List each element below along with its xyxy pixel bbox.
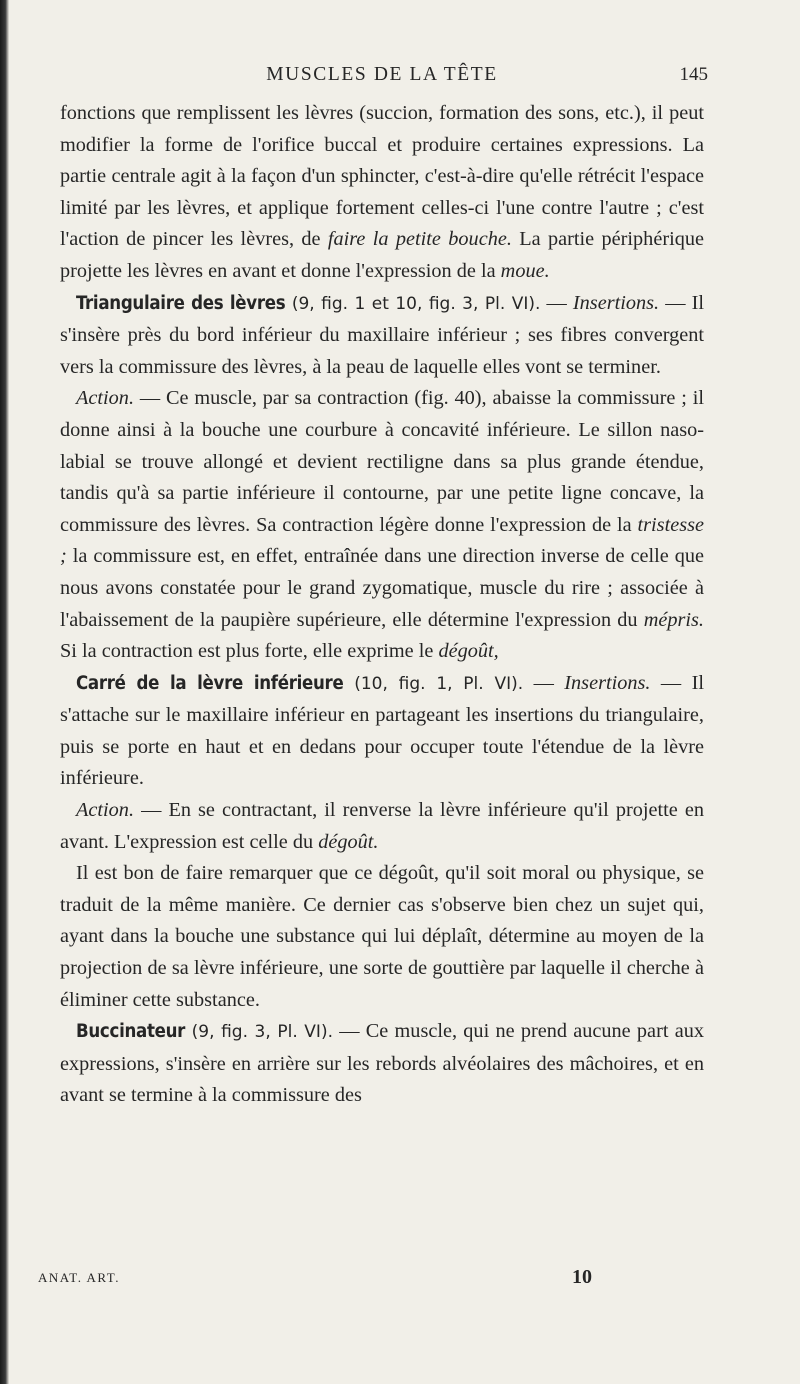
text-run: Il est bon de faire remarquer que ce dégoût, qu'il soit moral ou physique, se traduit de la même manière. Ce dernier cas s'observe bien chez un sujet qui, ayant dans la bouche une substance qui lui déplaît, détermine au moyen de la projection de sa lèvre inférieure, une sorte de gouttière par laquelle il cherche à éliminer cette substance.	[60, 862, 704, 1011]
book-binding-edge	[0, 0, 9, 1384]
running-title: MUSCLES DE LA TÊTE	[266, 64, 498, 85]
figure-reference: (9, fig. 3, Pl. VI).	[185, 1022, 333, 1043]
emphasis-text: moue.	[500, 259, 550, 282]
section-label: Insertions.	[564, 671, 651, 694]
book-page	[60, 58, 708, 1112]
text-run: —	[540, 291, 573, 314]
section-label: Action.	[76, 799, 135, 822]
text-run: — En se contractant, il renverse la lèvre inférieure qu'il projette en avant. L'expression est celle du	[60, 799, 704, 853]
page-number: 145	[679, 64, 708, 85]
text-run: — Ce muscle, par sa contraction (fig. 40), abaisse la commissure ; il donne ainsi à la bouche une courbure à concavité inférieure. Le sillon naso-labial se trouve allongé et devient rectiligne dans sa plus grande étendue, tandis qu'à sa partie inférieure il contourne, par une petite ligne concave, la commissure des lèvres. Sa contraction légère donne l'expression de la	[60, 387, 704, 536]
page-header	[60, 58, 708, 98]
paragraph-triangulaire	[60, 288, 704, 384]
signature-number: 10	[572, 1266, 592, 1288]
emphasis-text: faire la petite bouche.	[327, 228, 512, 251]
muscle-term: Carré de la lèvre inférieure	[76, 672, 344, 694]
text-run: — Ce muscle, qui ne prend aucune part aux expressions, s'insère en arrière sur les rebords alvéolaires des mâchoires, et en avant se termine à la commissure des	[60, 1020, 704, 1107]
figure-reference: (9, fig. 1 et 10, fig. 3, Pl. VI).	[285, 293, 541, 314]
text-run: — Il s'insère près du bord inférieur du maxillaire inférieur ; ses fibres convergent vers la commissure des lèvres, à la peau de laquelle elles vont se terminer.	[60, 291, 705, 378]
text-run: Si la contraction est plus forte, elle exprime le	[60, 640, 439, 663]
page-footer	[38, 1266, 628, 1296]
text-run: — Il s'attache sur le maxillaire inférieur en partageant les insertions du triangulaire, puis se porte en haut et en dedans pour occuper toute l'étendue de la lèvre inférieure.	[60, 671, 705, 790]
text-run: fonctions que remplissent les lèvres (succion, formation des sons, etc.), il peut modifier la forme de l'orifice buccal et produire certaines expressions. La partie centrale agit à la façon d'un sphincter, c'est-à-dire qu'elle rétrécit l'espace limité par les lèvres, et applique fortement celles-ci l'une contre l'autre ; c'est l'action de pincer les lèvres, de	[60, 102, 704, 251]
text-run: la commissure est, en effet, entraînée dans une direction inverse de celle que nous avons constatée pour le grand zygomatique, muscle du rire ; associée à l'abaissement de la paupière supérieure, elle détermine l'expression du	[60, 545, 704, 631]
paragraph-carre-action	[60, 795, 704, 858]
section-label: Insertions.	[572, 291, 660, 314]
emphasis-text: dégoût.	[318, 830, 379, 853]
text-run: La partie périphérique projette les lèvres en avant et donne l'expression de la	[60, 228, 704, 282]
emphasis-text: tristesse ;	[60, 513, 704, 568]
emphasis-text: mépris.	[643, 608, 704, 631]
paragraph-triangulaire-action	[60, 383, 704, 667]
paragraph-lips-functions	[60, 98, 704, 288]
muscle-term: Triangulaire des lèvres	[76, 292, 286, 314]
signature-label: ANAT. ART.	[38, 1270, 120, 1285]
paragraph-buccinateur	[60, 1016, 704, 1112]
figure-reference: (10, fig. 1, Pl. VI).	[343, 673, 524, 694]
paragraph-carre	[60, 668, 704, 795]
text-run: —	[523, 671, 565, 694]
muscle-term: Buccinateur	[76, 1021, 186, 1043]
body-text	[60, 98, 704, 1112]
emphasis-text: dégoût,	[438, 640, 499, 663]
paragraph-degout-note	[60, 858, 704, 1016]
section-label: Action.	[76, 387, 135, 410]
